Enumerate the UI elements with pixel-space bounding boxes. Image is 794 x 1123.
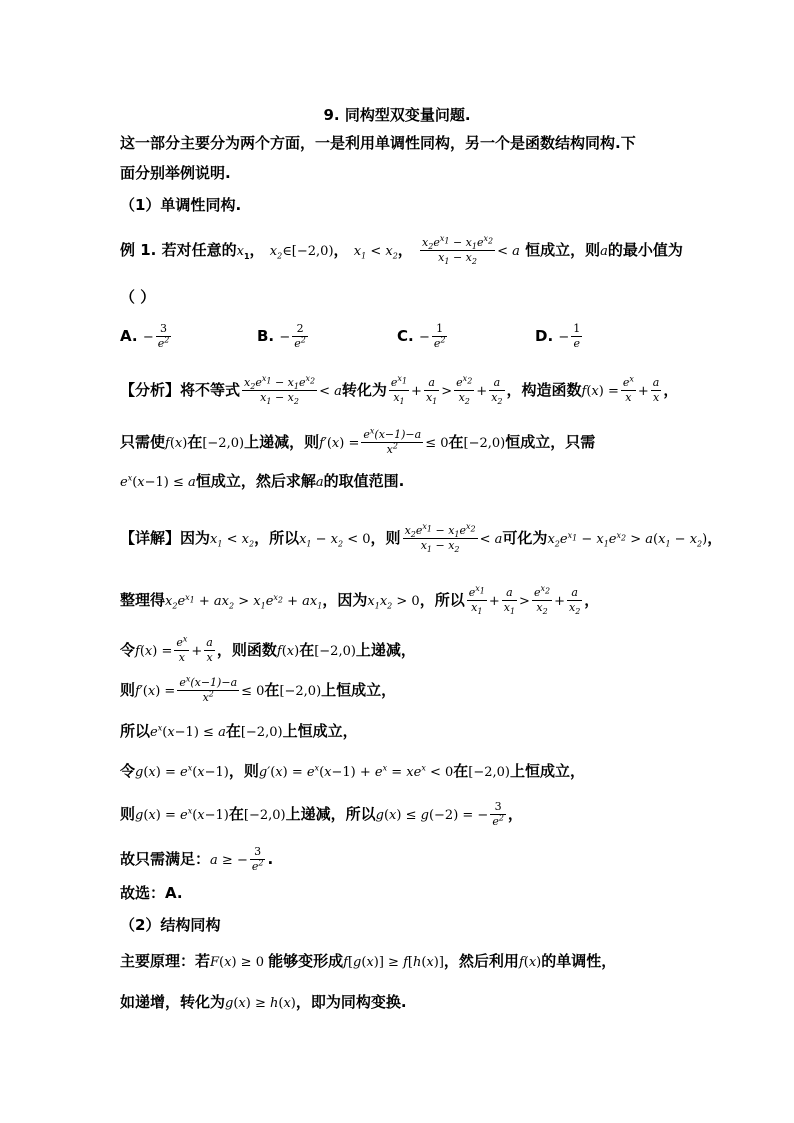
example-text: 的最小值为 (607, 241, 683, 259)
fraction-formula: $\frac{e^x(x-1)-a}{x^2}$ (363, 426, 422, 456)
fraction-formula: $\frac{1}{e}$ (573, 322, 581, 350)
detail-line-1: 【详解】因为$x_1 < x_2$，所以$x_1 - x_2 < 0$，则 $\frac{x_2e^{x_1} - x_1e^{x_2}}{x_1 - x_2}$ < a可化为$x_2e^{x_1} - x_1e^{x_2} > a(x_1 - x_2)$， (120, 522, 723, 555)
fraction-formula: $\frac{x_2e^{x_1} - x_1e^{x_2}}{x_1 - x_2}$ (244, 374, 316, 407)
option-b: B. − $\frac{2}{e^2}$ (257, 322, 306, 350)
answer-blank: （ ） (120, 288, 156, 306)
fraction-formula: $\frac{x_2e^{x_1} - x_1e^{x_2}}{x_1 - x_2}$ (404, 522, 476, 555)
formula: x (236, 244, 244, 259)
option-a: A. − $\frac{3}{e^2}$ (120, 322, 170, 350)
fraction-formula: $\frac{e^x(x-1)-a}{x^2}$ (179, 674, 238, 704)
principle-line-1: 主要原理：若F(x) ≥ 0 能够变形成f[g(x)] ≥ f[h(x)]，然后利用f(x)的单调性， (120, 952, 617, 970)
example-prefix: 例 1. 若对任意的 (120, 241, 237, 259)
detail-line-2: 整理得$x_2e^{x_1} + ax_2 > x_1e^{x_2} + ax_1$，因为$x_1x_2 > 0$，所以 $\frac{e^{x_1}}{x_1}$ + $\frac{a}{x_1}$ > $\frac{e^{x_2}}{x_2}$ + $\frac{a}{x_2}$ ， (120, 584, 600, 617)
detail-line-4: 则f′(x) = $\frac{e^x(x-1)-a}{x^2}$ ≤ 0在[−2,0)上恒成立， (120, 674, 397, 704)
option-c: C. − $\frac{1}{e^2}$ (397, 322, 446, 350)
principle-line-2: 如递增，转化为g(x) ≥ h(x)，即为同构变换. (120, 993, 407, 1011)
analysis-line-3: $e^x(x-1) \le a$恒成立，然后求解a的取值范围. (120, 472, 405, 490)
example-text: 恒成立，则 (525, 241, 601, 259)
fraction-formula: $\frac{3}{e^2}$ (251, 845, 264, 873)
analysis-line-1: 【分析】将不等式 $\frac{x_2e^{x_1} - x_1e^{x_2}}{x_1 - x_2}$ < a转化为 $\frac{e^{x_1}}{x_1}$ + $\frac{a}{x_1}$ > $\frac{e^{x_2}}{x_2}$ + $\frac{a}{x_2}$ ，构造函数f(x) = $\frac{e^x}{x}$ + $\frac{a}{x}$ ， (120, 374, 679, 407)
intro-line-1: 这一部分主要分为两个方面，一是利用单调性同构，另一个是函数结构同构.下 (120, 134, 636, 152)
section-heading: 9. 同构型双变量问题. (323, 106, 471, 124)
fraction-formula: $\frac{1}{e^2}$ (433, 322, 446, 350)
analysis-line-2: 只需使f(x)在[−2,0)上递减，则f′(x) = $\frac{e^x(x-1)-a}{x^2}$ ≤ 0在[−2,0)恒成立，只需 (120, 426, 596, 456)
detail-line-8: 故只需满足：a ≥ − $\frac{3}{e^2}$ . (120, 845, 274, 873)
detail-line-7: 则$g(x) = e^x(x-1)$在[−2,0)上递减，所以g(x) ≤ g(−2) = − $\frac{3}{e^2}$ ， (120, 800, 523, 828)
detail-line-6: 令$g(x) = e^x(x-1)$，则$g'(x) = e^x(x-1) + e^x = xe^x < 0$在[−2,0)上恒成立， (120, 762, 586, 780)
answer-line: 故选：A. (120, 884, 183, 902)
detail-line-3: 令f(x) = $\frac{e^x}{x}$ + $\frac{a}{x}$ ，则函数f(x)在[−2,0)上递减， (120, 634, 416, 664)
fraction-formula: $\frac{3}{e^2}$ (157, 322, 170, 350)
example-1-statement: 例 1. 若对任意的$x_1$， $x_2\in[-2,0)$， $x_1 < x_2$， $\frac{x_2e^{x_1} - x_1e^{x_2}}{x_1 - x_2}$ < a 恒成立，则a的最小值为 (120, 234, 683, 267)
fraction-formula: $\frac{x_2e^{x_1} - x_1e^{x_2}}{x_1 - x_2}$ (422, 234, 494, 267)
subsection-heading-1: （1）单调性同构. (120, 196, 242, 214)
detail-line-5: 所以$e^x(x-1) \le a$在[−2,0)上恒成立， (120, 722, 358, 740)
option-d: D. − $\frac{1}{e}$ (535, 322, 581, 350)
formula: $x_1 < x_2$ (353, 244, 398, 261)
intro-line-2: 面分别举例说明. (120, 164, 231, 182)
fraction-formula: $\frac{3}{e^2}$ (492, 800, 504, 828)
fraction-formula: $\frac{2}{e^2}$ (294, 322, 306, 350)
formula: $x_2$ (269, 244, 283, 261)
subsection-heading-2: （2）结构同构 (120, 916, 221, 934)
